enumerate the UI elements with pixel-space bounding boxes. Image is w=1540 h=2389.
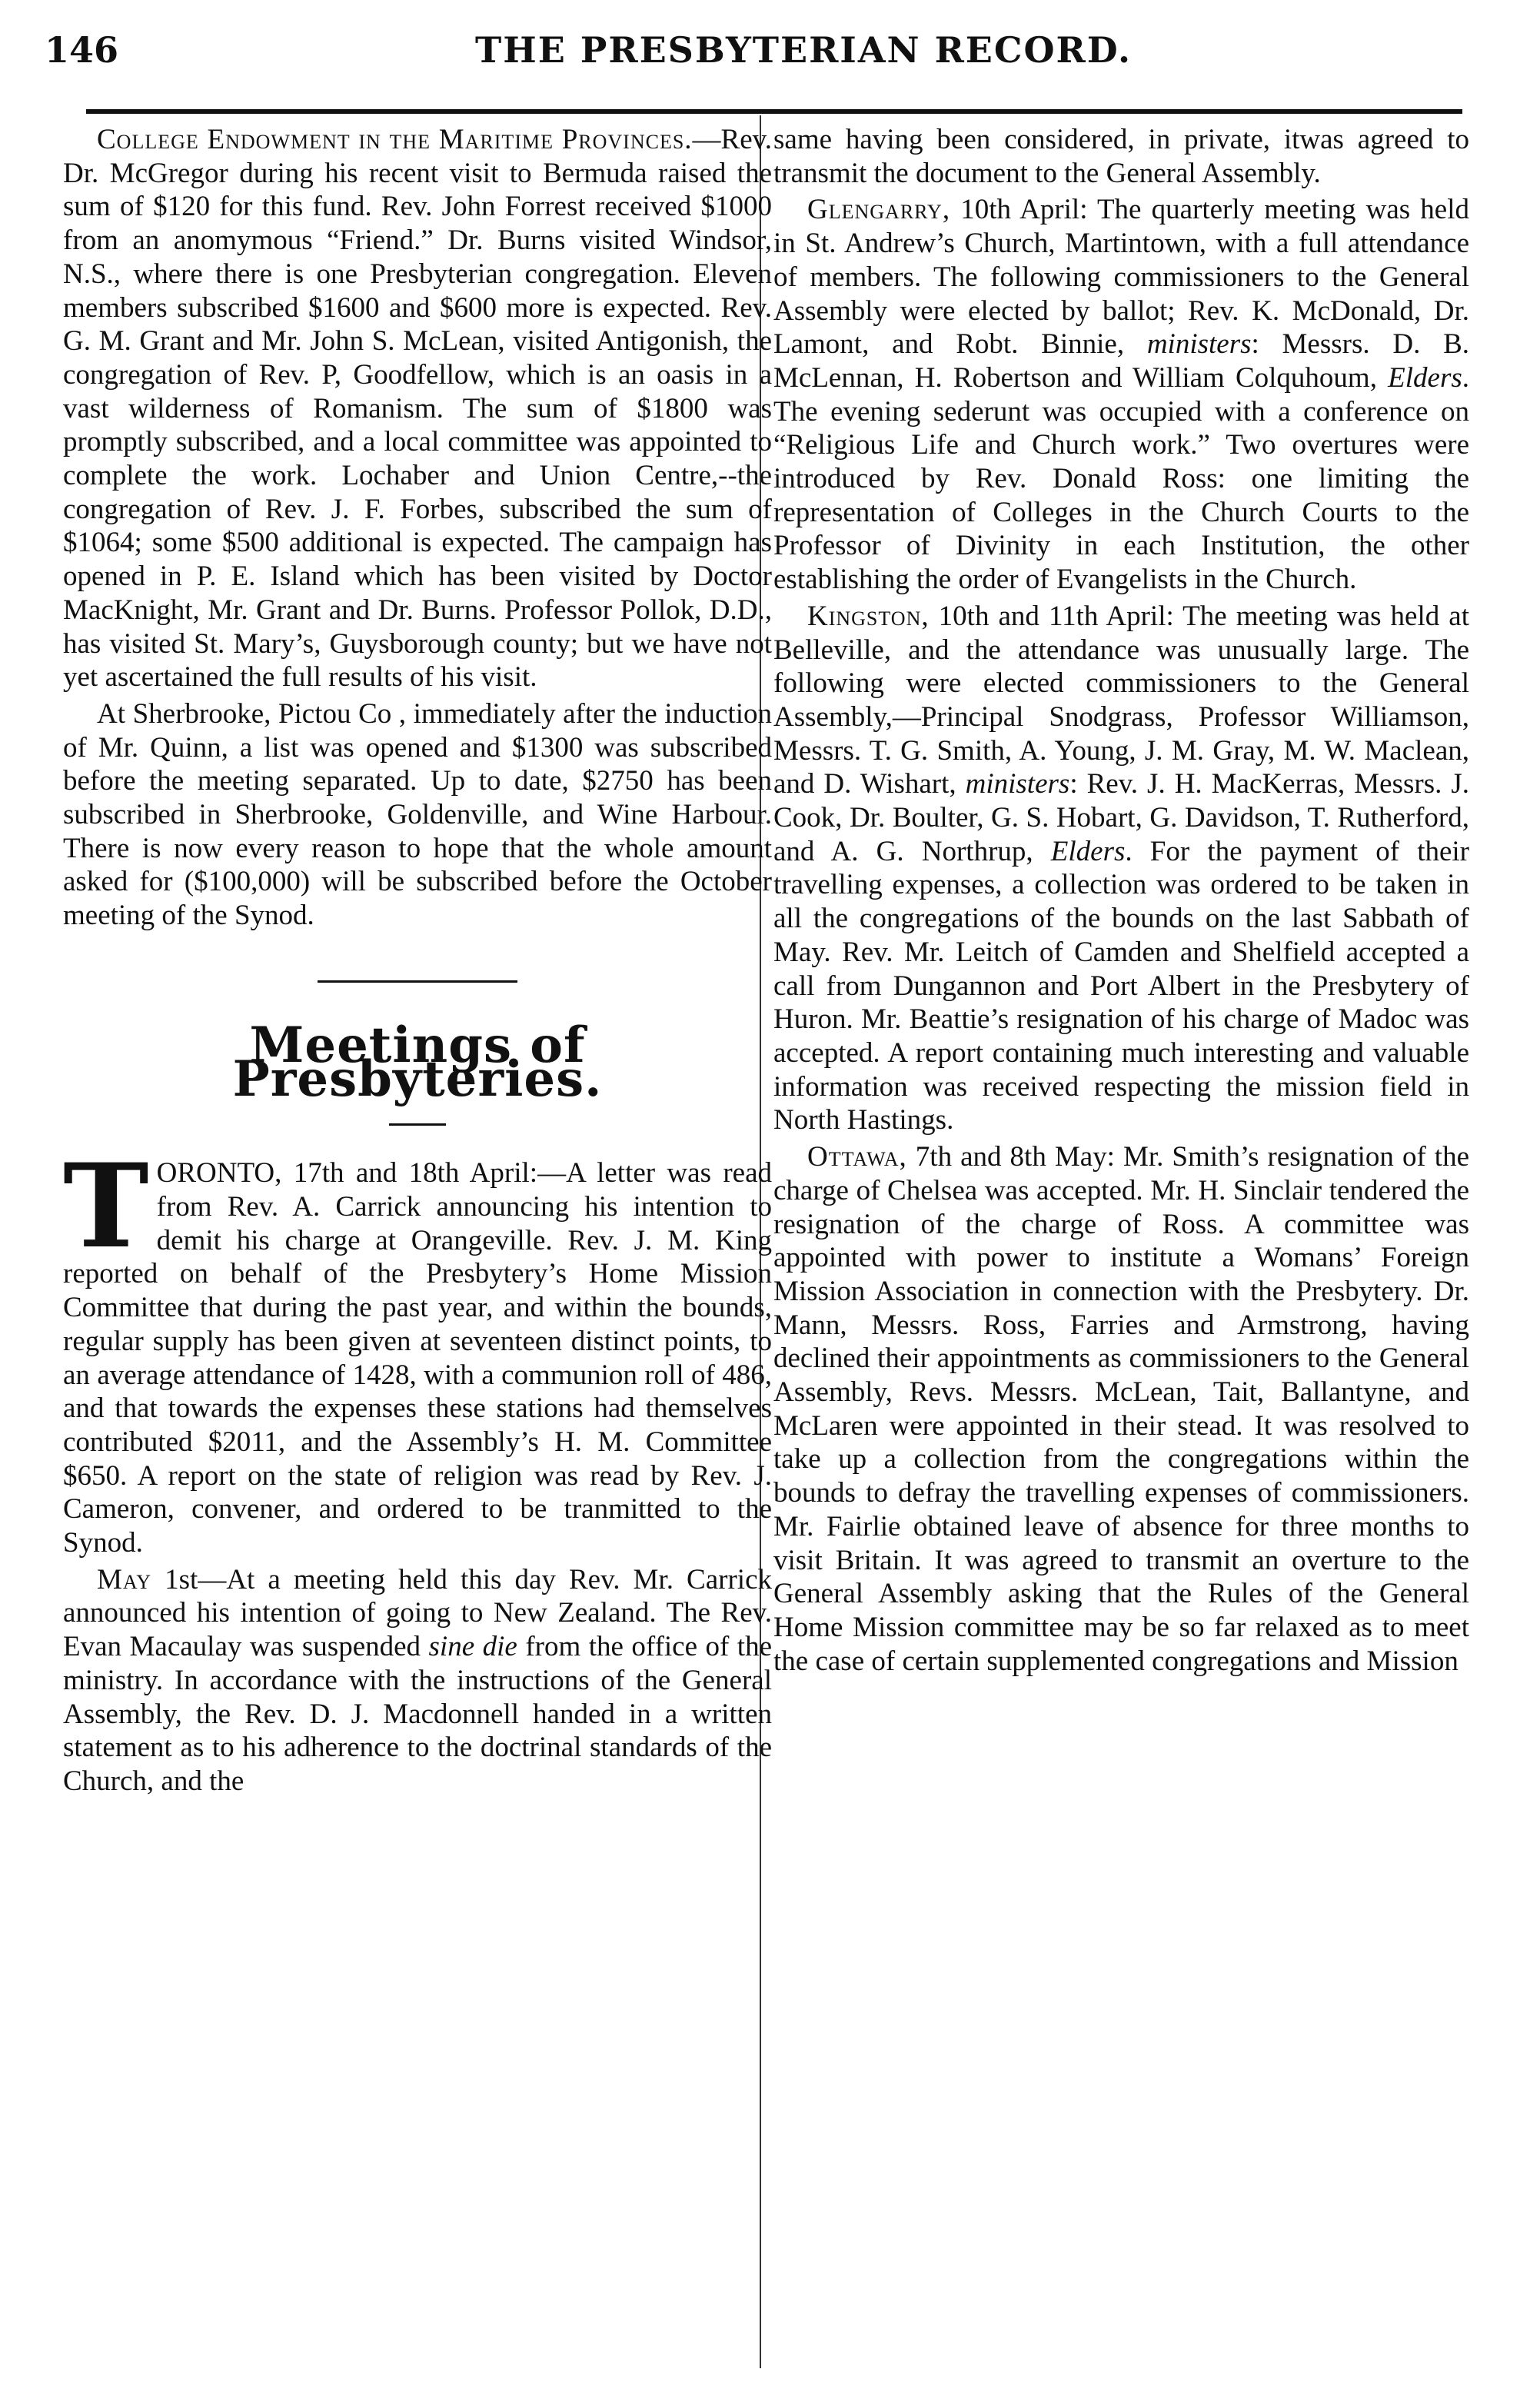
kingston-lead: Kingston,	[807, 600, 930, 632]
college-endowment-text: —Rev. Dr. McGregor during his recent visit to Bermuda raised the sum of $120 for this fund. Rev. John Forrest received $1000 from an anomymous “Friend.” Dr. Burns visited Windsor, N.S., where there is one Presbyterian congregation. Eleven members subscribed $1600 and $600 more is expected. Rev. G. M. Grant and Mr. John S. McLean, visited Antigonish, the congregation of Rev. P, Goodfellow, which is an oasis in a vast wilderness of Romanism. The sum of $1800 was promptly subscribed, and a local committee was appointed to complete the work. Lochaber and Union Centre,--the congregation of Rev. J. F. Forbes, subscribed the sum of $1064; some $500 additional is expected. The campaign has opened in P. E. Island which has been visited by Doctor MacKnight, Mr. Grant and Dr. Burns. Professor Pollok, D.D., has visited St. Mary’s, Guysborough county; but we have not yet ascertained the full results of his visit.	[63, 124, 772, 694]
journal-title: THE PRESBYTERIAN RECORD.	[475, 29, 1133, 71]
may-italic: sine die	[428, 1631, 517, 1663]
kingston-text-1: 10th and 11th April: The meeting was held at Belleville, and the attendance was unusually large. The following were elected commissioners to the General Assembly,—Principal Snodgrass, Professor Williamson, Messrs. T. G. Smith, A. Young, J. M. Gray, M. W. Maclean, and D. Wishart,	[773, 600, 1469, 800]
kingston-italic-2: Elders	[1050, 835, 1126, 867]
kingston-text-3: . For the payment of their travelling expenses, a collection was ordered to be taken in all the congregations of the bounds on the last Sabbath of May. Rev. Mr. Leitch of Camden and Shelfield accepted a call from Dungannon and Port Albert in the Presbytery of Huron. Mr. Beattie’s resignation of his charge of Madoc was accepted. A report containing much interesting and valuable information was received respecting the mission field in North Hastings.	[773, 835, 1469, 1136]
glengarry-text-2: : Messrs. D. B. McLennan, H. Robertson and William Colquhoum,	[773, 328, 1469, 394]
glengarry-paragraph	[773, 193, 1469, 596]
glengarry-text-1: 10th April: The quarterly meeting was held in St. Andrew’s Church, Martintown, with a full attendance of members. The following commissioners to the General Assembly were elected by ballot; Rev. K. McDonald, Dr. Lamont, and Robt. Binnie,	[773, 194, 1469, 361]
toronto-text: ORONTO, 17th and 18th April:—A letter was read from Rev. A. Carrick announcing his intention to demit his charge at Orangeville. Rev. J. M. King reported on behalf of the Presbytery’s Home Mission Committee that during the past year, and within the bounds, regular supply has been given at seventeen distinct points, to an average attendance of 1428, with a communion roll of 486, and that towards the expenses these stations had themselves contributed $2011, and the Assembly’s H. M. Committee $650. A report on the state of religion was read by Rev. J. Cameron, convener, and ordered to be tranmitted to the Synod.	[63, 1157, 772, 1559]
ottawa-lead: Ottawa,	[807, 1141, 907, 1173]
college-endowment-title: College Endowment in the Maritime Provinces.	[97, 124, 693, 155]
page-number: 146	[45, 29, 119, 71]
heading-rule	[389, 1123, 446, 1126]
kingston-text-2: : Rev. J. H. MacKerras, Messrs. J. Cook, Dr. Boulter, G. S. Hobart, G. Davidson, T. Rutherford, and A. G. Northrup,	[773, 768, 1469, 867]
glengarry-italic-2: Elders	[1388, 361, 1462, 394]
kingston-paragraph	[773, 600, 1469, 1137]
college-endowment-paragraph	[63, 123, 772, 694]
ottawa-paragraph	[773, 1140, 1469, 1678]
sherbrooke-paragraph: At Sherbrooke, Pictou Co , immediately after the induction of Mr. Quinn, a list was opened and $1300 was subscribed before the meeting separated. Up to date, $2750 has been subscribed in Sherbrooke, Goldenville, and Wine Harbour. There is now every reason to hope that the whole amount asked for ($100,000) will be subscribed before the October meeting of the Synod.	[63, 697, 772, 932]
kingston-italic-1: ministers	[965, 768, 1070, 800]
may-text-1: 1st—At a meeting held this day Rev. Mr. Carrick announced his intention of going to New Zealand. The Rev. Evan Macaulay was suspended	[63, 1563, 772, 1663]
header-rule	[86, 109, 1462, 114]
section-divider	[318, 980, 517, 983]
page-header	[45, 29, 1490, 83]
may-paragraph	[63, 1563, 772, 1798]
glengarry-text-3: . The evening sederunt was occupied with a conference on “Religious Life and Church work.” Two overtures were introduced by Rev. Donald Ross: one limiting the representation of Colleges in the Church Courts to the Professor of Divinity in each Institution, the other establishing the order of Evangelists in the Church.	[773, 361, 1469, 596]
toronto-paragraph	[63, 1139, 772, 1559]
drop-cap: T	[63, 1139, 149, 1275]
right-column	[773, 123, 1469, 1681]
glengarry-lead: Glengarry,	[807, 194, 951, 226]
glengarry-italic-1: ministers	[1146, 328, 1252, 361]
may-text-2: from the office of the ministry. In accordance with the instructions of the General Assembly, the Rev. D. J. Macdonnell handed in a written statement as to his adherence to the doctrinal standards of the Church, and the	[63, 1631, 773, 1797]
ottawa-text: 7th and 8th May: Mr. Smith’s resignation of the charge of Chelsea was accepted. Mr. H. Sinclair tendered the resignation of the charge of Ross. A committee was appointed with power to institute a Womans’ Foreign Mission Association in connection with the Presbytery. Dr. Mann, Messrs. Ross, Farries and Armstrong, having declined their appointments as commissioners to the General Assembly, Revs. Messrs. McLean, Tait, Ballantyne, and McLaren were appointed in their stead. It was resolved to take up a collection from the congregations within the bounds to defray the travelling expenses of commissioners. Mr. Fairlie obtained leave of absence for three months to visit Britain. It was agreed to transmit an overture to the General Assembly asking that the Rules of the General Home Mission committee may be so far relaxed as to meet the case of certain supplemented congregations and Mission	[773, 1141, 1469, 1677]
continuation-paragraph: same having been considered, in private, itwas agreed to transmit the document to the General Assembly.	[773, 124, 1469, 189]
left-column	[63, 123, 772, 1802]
section-heading: Meetings of Presbyteries.	[232, 1016, 603, 1108]
may-lead: May	[97, 1563, 152, 1595]
